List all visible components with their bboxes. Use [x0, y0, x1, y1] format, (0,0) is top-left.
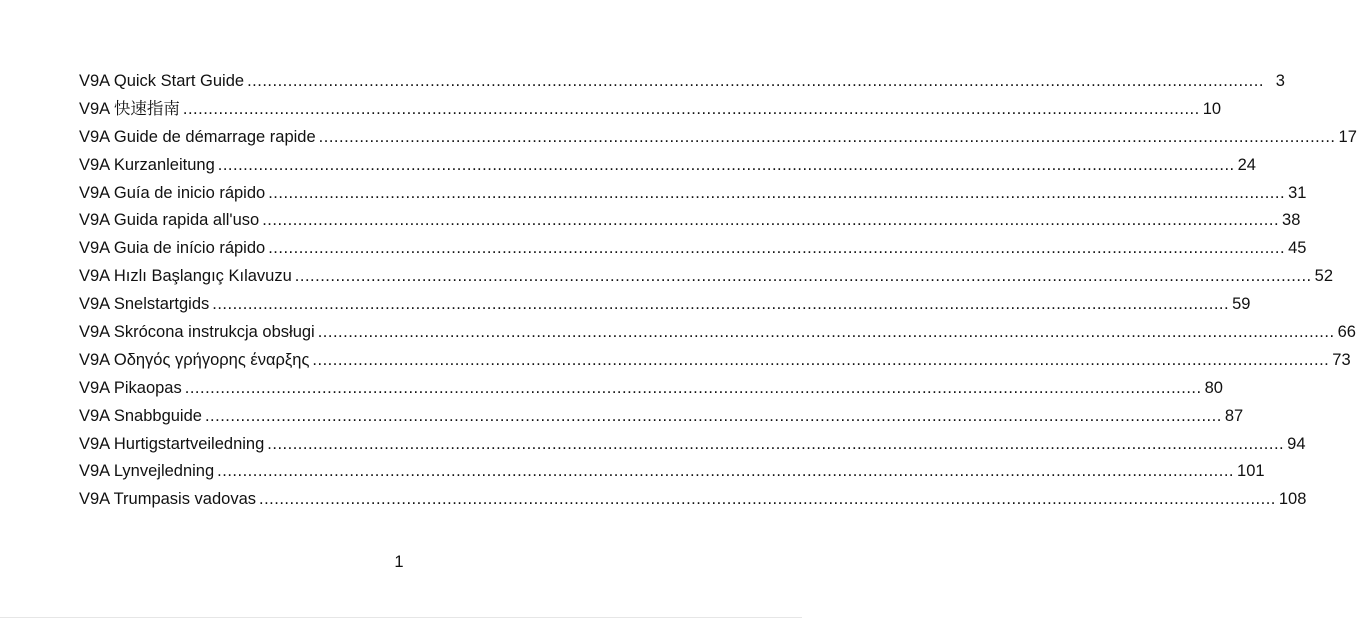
toc-title: V9A Kurzanleitung: [79, 155, 215, 174]
toc-row[interactable]: [79, 375, 1223, 403]
toc-title: V9A Guide de démarrage rapide: [79, 127, 316, 146]
toc-row[interactable]: [79, 347, 1351, 375]
toc-row[interactable]: [79, 96, 1222, 124]
toc-leader-dots: ........................................................................................................................................................................................................: [267, 434, 1285, 453]
table-of-contents: [79, 68, 1357, 514]
toc-title: V9A Pikaopas: [79, 378, 182, 397]
toc-page-number: 80: [1204, 378, 1223, 397]
toc-leader-dots: ........................................................................................................................................................................................................: [294, 267, 1312, 286]
toc-title: V9A Quick Start Guide: [79, 72, 245, 90]
toc-leader-dots: ........................................................................................................................................................................................................: [312, 350, 1330, 369]
toc-row[interactable]: [79, 458, 1265, 486]
page-number: 1: [394, 553, 404, 571]
toc-page-number: 45: [1288, 239, 1307, 258]
toc-row[interactable]: [79, 263, 1333, 291]
toc-page-number: 101: [1237, 462, 1265, 481]
toc-row[interactable]: [79, 180, 1307, 208]
toc-page-number: 73: [1332, 350, 1351, 369]
toc-title: V9A Hurtigstartveiledning: [79, 434, 265, 453]
toc-title: V9A Skrócona instrukcja obsługi: [79, 323, 315, 342]
toc-page-number: 3: [1275, 72, 1285, 90]
toc-leader-dots: ........................................................................................................................................................................................................: [217, 462, 1235, 481]
toc-row[interactable]: [79, 431, 1306, 459]
toc-title: V9A Snelstartgids: [79, 295, 210, 314]
toc-leader-dots: ........................................................................................................................................................................................................: [184, 378, 1202, 397]
toc-row[interactable]: [79, 291, 1251, 319]
toc-leader-dots: ........................................................................................................................................................................................................: [318, 127, 1336, 146]
toc-row[interactable]: [79, 207, 1301, 235]
page-bottom-divider: [0, 617, 802, 618]
toc-row[interactable]: [79, 403, 1244, 431]
toc-title: V9A Snabbguide: [79, 406, 202, 425]
toc-page-number: 10: [1202, 99, 1222, 118]
toc-page-number: 59: [1232, 295, 1251, 314]
toc-page-number: 17: [1338, 127, 1357, 146]
toc-page-number: 87: [1224, 406, 1244, 425]
toc-page-number: 66: [1337, 323, 1356, 342]
toc-page-number: 52: [1314, 267, 1333, 286]
toc-row[interactable]: [79, 319, 1356, 347]
toc-title: V9A 快速指南: [79, 99, 180, 118]
toc-row[interactable]: [79, 486, 1307, 514]
toc-page-number: 38: [1282, 211, 1301, 230]
toc-title: V9A Οδηγός γρήγορης έναρξης: [79, 350, 310, 369]
toc-leader-dots: ........................................................................................................................................................................................................: [217, 155, 1235, 174]
toc-leader-dots: ........................................................................................................................................................................................................: [182, 99, 1200, 118]
toc-leader-dots: ........................................................................................................................................................................................................: [268, 183, 1286, 202]
toc-title: V9A Guia de início rápido: [79, 239, 266, 258]
toc-leader-dots: ........................................................................................................................................................................................................: [259, 490, 1276, 509]
toc-page-number: 24: [1237, 155, 1256, 174]
toc-leader-dots: ........................................................................................................................................................................................................: [268, 239, 1286, 258]
toc-leader-dots: ........................................................................................................................................................................................................: [212, 295, 1230, 314]
toc-title: V9A Guía de inicio rápido: [79, 183, 266, 202]
toc-row[interactable]: [79, 124, 1357, 152]
toc-page-number: 94: [1287, 434, 1306, 453]
toc-title: V9A Hızlı Başlangıç Kılavuzu: [79, 267, 292, 286]
toc-leader-dots: ........................................................................................................................................................................................................: [317, 323, 1335, 342]
toc-page-number: 108: [1278, 490, 1307, 509]
toc-page-number: 31: [1288, 183, 1307, 202]
toc-title: V9A Lynvejledning: [79, 462, 215, 481]
toc-leader-dots: ........................................................................................................................................................................................................: [247, 72, 1264, 90]
toc-leader-dots: ........................................................................................................................................................................................................: [262, 211, 1280, 230]
toc-leader-dots: ........................................................................................................................................................................................................: [204, 406, 1222, 425]
toc-row[interactable]: [79, 152, 1256, 180]
toc-row[interactable]: [79, 235, 1307, 263]
toc-row[interactable]: [79, 68, 1285, 96]
toc-title: V9A Guida rapida all'uso: [79, 211, 260, 230]
toc-title: V9A Trumpasis vadovas: [79, 490, 257, 509]
